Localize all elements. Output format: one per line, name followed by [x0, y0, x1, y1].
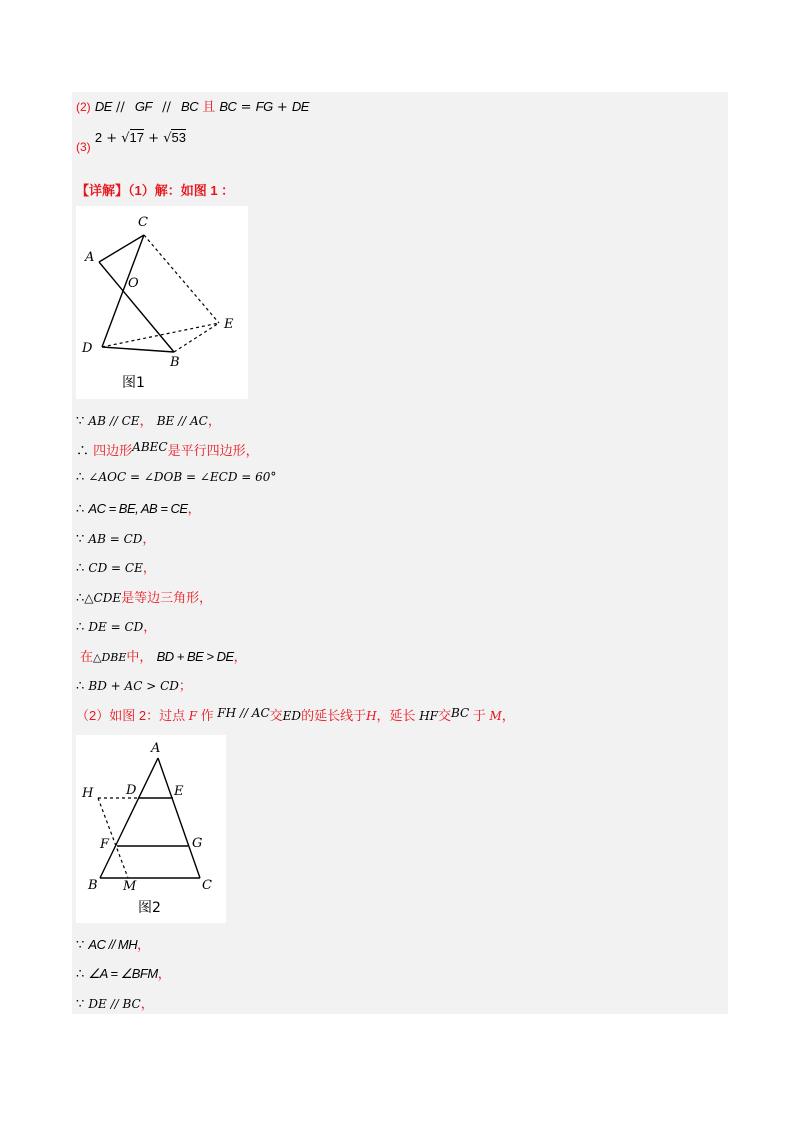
punctuation: ；	[178, 679, 192, 694]
proof-text: 中，	[126, 650, 153, 665]
expression: △DBE	[93, 651, 127, 664]
therefore-symbol: ∴	[76, 967, 85, 982]
expression: DE // BC	[88, 997, 141, 1011]
point-label-a: A	[85, 250, 95, 265]
punctuation: ，	[143, 620, 157, 635]
answer-2-op: //	[116, 100, 125, 115]
because-symbol: ∵	[76, 532, 85, 547]
segment-ac	[158, 758, 203, 878]
because-symbol: ∵	[76, 938, 85, 953]
therefore-symbol: ∴	[76, 620, 85, 635]
expression: BE // AC	[156, 414, 208, 428]
punctuation: ，	[139, 414, 153, 429]
answer-2-word: 且	[202, 100, 216, 115]
expression: BD + AC > CD	[88, 679, 179, 693]
answer-2-term: DE	[94, 99, 112, 114]
figure-2	[76, 735, 226, 923]
answer-2-term: GF	[134, 99, 152, 114]
point-label-d: D	[126, 783, 137, 798]
proof-line	[76, 616, 156, 635]
punctuation: ，	[187, 502, 201, 517]
answer-2-term: FG	[255, 99, 273, 114]
punctuation: ，	[142, 561, 156, 576]
detail-heading: 【详解】（1）解：如图 1 ：	[76, 183, 235, 198]
sqrt-icon: √	[121, 131, 130, 146]
answer-3-op: +	[148, 131, 160, 146]
expression: FH // AC	[217, 706, 270, 720]
answer-3-op: +	[106, 131, 118, 146]
figure-2-diagram	[76, 735, 226, 923]
expression: BC	[451, 706, 470, 720]
expression: ∠A = ∠BFM	[88, 966, 158, 981]
proof-line	[76, 993, 154, 1012]
proof-line	[76, 440, 259, 459]
because-symbol: ∵	[76, 997, 85, 1012]
answer-3-radicand: 53	[171, 130, 186, 145]
expression: DE = CD	[88, 620, 144, 634]
proof-text: 于	[472, 708, 486, 723]
expression: CD = CE	[88, 561, 143, 575]
expression: ED	[282, 709, 302, 723]
segment-db	[102, 347, 174, 352]
point-label-o: O	[128, 276, 139, 291]
proof-line	[76, 587, 212, 606]
expression: M	[489, 709, 502, 723]
expression: AB // CE	[88, 414, 140, 428]
point-label-a: A	[151, 741, 161, 756]
segment-ab	[100, 758, 158, 878]
point-label-b: B	[170, 355, 180, 370]
answer-3	[76, 130, 186, 154]
proof-line	[76, 934, 150, 953]
therefore-symbol: ∴	[76, 470, 85, 485]
punctuation: ，	[140, 997, 154, 1012]
point-label-m: M	[123, 879, 137, 894]
proof-line	[76, 963, 171, 982]
therefore-symbol: ∴	[76, 591, 85, 606]
therefore-symbol: ∴	[76, 679, 85, 694]
proof-text: 交	[437, 708, 451, 723]
expression: AC = BE, AB = CE	[88, 501, 188, 516]
expression: △CDE	[84, 591, 122, 605]
point-label-d: D	[82, 341, 93, 356]
therefore-symbol: ∴	[76, 444, 90, 459]
proof-line	[76, 528, 155, 547]
point-label-h: H	[82, 786, 94, 801]
punctuation: ，	[207, 414, 221, 429]
proof-text: ，延长	[376, 708, 416, 723]
segment-ce	[144, 235, 219, 323]
point-label-e: E	[174, 784, 184, 799]
expression: H	[366, 709, 377, 723]
proof-line	[80, 646, 247, 665]
because-symbol: ∵	[76, 414, 85, 429]
proof-line	[76, 498, 201, 517]
answer-2-term: DE	[291, 99, 309, 114]
expression: BD + BE > DE	[156, 649, 234, 664]
point-label-b: B	[88, 878, 98, 893]
proof-text: （2）如图 2：过点	[76, 708, 186, 723]
proof-line	[76, 470, 276, 485]
answer-2-term: BC	[181, 99, 199, 114]
punctuation: ，	[233, 650, 247, 665]
proof-line	[76, 557, 156, 576]
proof-line	[76, 410, 221, 429]
sqrt-icon: √	[163, 131, 172, 146]
answer-3-label: (3)	[76, 140, 91, 154]
expression: F	[188, 709, 198, 723]
punctuation: ，	[501, 708, 515, 723]
answer-2-op: //	[162, 100, 171, 115]
figure-1-diagram	[76, 206, 248, 399]
expression: AC // MH	[88, 937, 138, 952]
proof-text: 交	[269, 708, 283, 723]
proof-line	[76, 675, 192, 694]
expression: ∠AOC = ∠DOB = ∠ECD = 60°	[88, 470, 277, 484]
answer-2	[76, 96, 309, 115]
punctuation: ，	[157, 967, 171, 982]
answer-3-radicand: 17	[129, 130, 144, 145]
proof-text: 作	[200, 708, 214, 723]
answer-2-op: +	[276, 100, 288, 115]
expression: AB = CD	[88, 532, 143, 546]
answer-2-op: =	[240, 100, 252, 115]
expression: HF	[419, 709, 438, 723]
point-label-f: F	[100, 837, 110, 852]
point-label-e: E	[224, 317, 234, 332]
therefore-symbol: ∴	[76, 502, 85, 517]
punctuation: ，	[137, 938, 151, 953]
therefore-symbol: ∴	[76, 561, 85, 576]
expression: ABEC	[132, 440, 168, 454]
answer-3-term: 2	[94, 130, 103, 145]
segment-ac	[99, 235, 144, 262]
proof-text: 是等边三角形，	[121, 591, 213, 606]
proof-text: 是平行四边形，	[167, 444, 259, 459]
point-label-c: C	[138, 215, 148, 230]
proof-text: 的延长线于	[301, 708, 367, 723]
proof-text: 四边形	[93, 444, 133, 459]
point-label-g: G	[192, 836, 203, 851]
part-2-intro	[76, 705, 515, 724]
figure-2-caption: 图2	[138, 900, 161, 916]
proof-text: 在	[80, 650, 94, 665]
punctuation: ，	[142, 532, 156, 547]
answer-2-label: (2)	[76, 100, 91, 114]
point-label-c: C	[202, 878, 212, 893]
answer-2-term: BC	[219, 99, 237, 114]
figure-1-caption: 图1	[122, 375, 145, 391]
figure-1	[76, 206, 248, 399]
